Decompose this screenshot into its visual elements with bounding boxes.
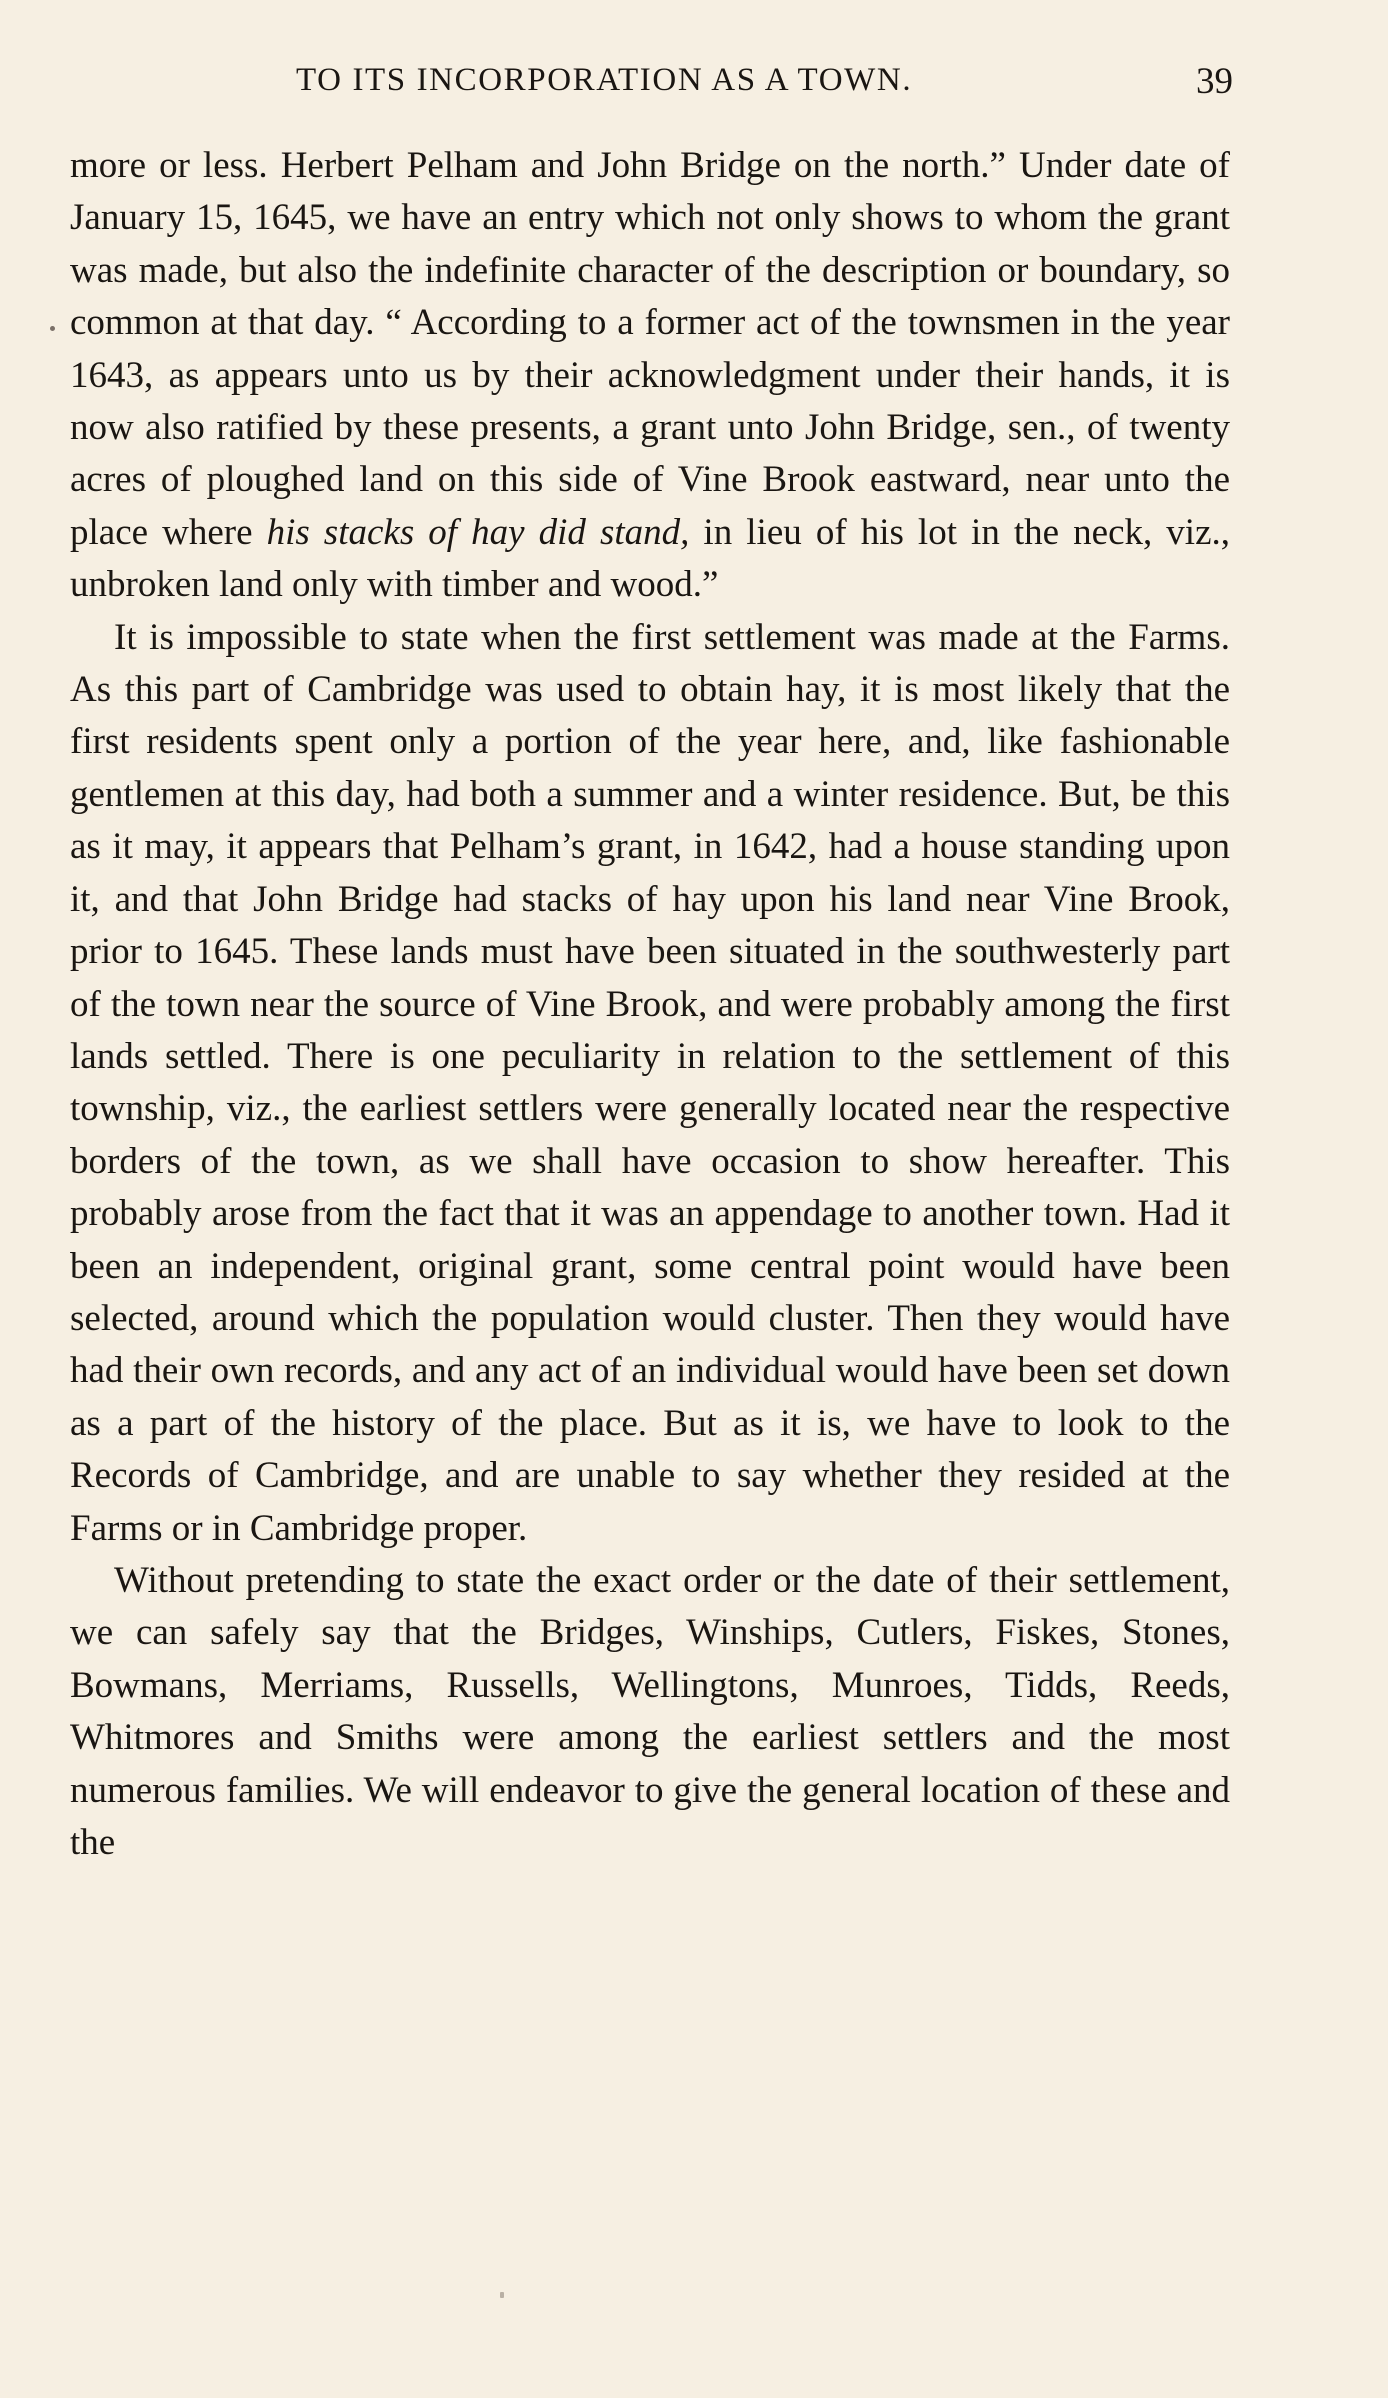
paragraph-first-settlement: It is impossible to state when the first settlement was made at the Farms. As this part of Cambridge was used to obtain hay, it is most likely that the first residents spent only a portion of the year here, and, like fashionable gentlemen at this day, had both a summer and a winter residence. But, be this as it may, it appears that Pelham’s grant, in 1642, had a house standing upon it, and that John Bridge had stacks of hay upon his land near Vine Brook, prior to 1645. These lands must have been situated in the southwesterly part of the town near the source of Vine Brook, and were probably among the first lands settled. There is one peculiarity in relation to the settlement of this township, viz., the earliest settlers were generally located near the respective borders of the town, as we shall have occasion to show hereafter. This probably arose from the fact that it was an appendage to another town. Had it been an independent, original grant, some central point would have been selected, around which the population would cluster. Then they would have had their own records, and any act of an individual would have been set down as a part of the history of the place. But as it is, we have to look to the Records of Cambridge, and are unable to say whether they resided at the Farms or in Cambridge proper. [70,616,1230,1549]
paragraph-families: Without pretending to state the exact order or the date of their settlement, we can safely say that the Bridges, Winships, Cutlers, Fiskes, Stones, Bowmans, Merriams, Russells, Wellingtons, Munroes, Tidds, Reeds, Whitmores and Smiths were among the earliest settlers and the most numerous families. We will endeavor to give the general location of these and the [70,1559,1230,1863]
paragraph-text: in lieu of his lot in the neck, viz., unbroken land only with timber and wood.” [70,511,1231,606]
paragraph-continued [70,140,1230,612]
italic-phrase: his stacks of hay did stand, [266,511,690,553]
paragraph-text: more or less. Herbert Pelham and John Bridge on the north.” Under date of January 15, 1645, we have an entry which not only shows to whom the grant was made, but also the indefinite character of the description or boundary, so common at that day. “ According to a former act of the townsmen in the year 1643, as appears unto us by their acknowledgment under their hands, it is now also ratified by these presents, a grant unto John Bridge, sen., of twenty acres of ploughed land on this side of Vine Brook eastward, near unto the place where [70,145,1230,553]
page-number: 39 [1196,61,1233,102]
running-title: TO ITS INCORPORATION AS A TOWN. [296,62,913,98]
stray-mark [500,2292,504,2298]
running-head [0,62,1388,112]
body-text [70,140,1230,1869]
margin-dot [50,326,55,331]
